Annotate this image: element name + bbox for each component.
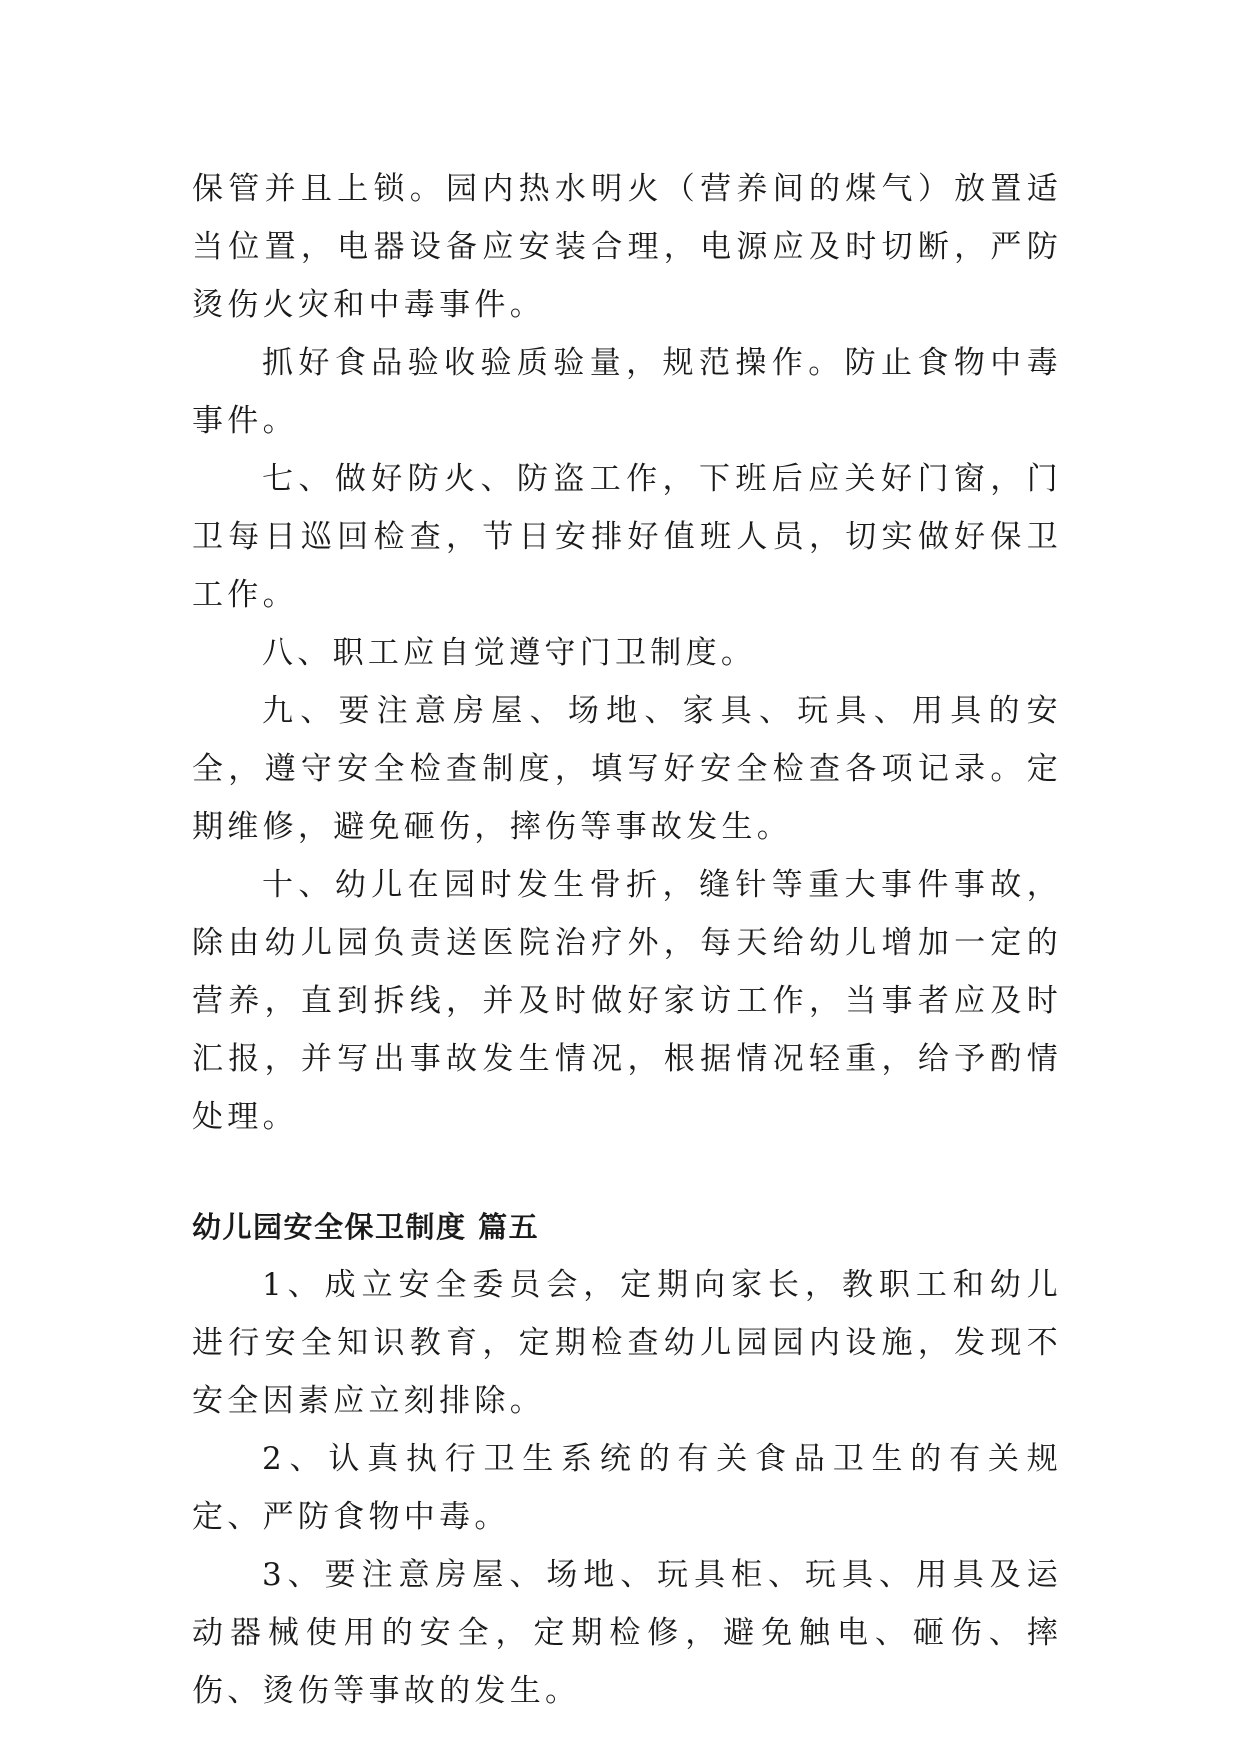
- paragraph-continuation: 保管并且上锁。园内热水明火（营养间的煤气）放置适当位置，电器设备应安装合理，电源应及时切断，严防烫伤火灾和中毒事件。: [192, 171, 1062, 323]
- paragraph-rule-1: 1、成立安全委员会，定期向家长，教职工和幼儿进行安全知识教育，定期检查幼儿园园内设施，发现不安全因素应立刻排除。: [192, 1267, 1062, 1419]
- paragraph-food-inspection: 抓好食品验收验质验量，规范操作。防止食物中毒事件。: [192, 345, 1062, 439]
- section-heading: 幼儿园安全保卫制度 篇五: [192, 1210, 540, 1244]
- paragraph-item-10: 十、幼儿在园时发生骨折，缝针等重大事件事故，除由幼儿园负责送医院治疗外，每天给幼儿增加一定的营养，直到拆线，并及时做好家访工作，当事者应及时汇报，并写出事故发生情况，根据情况轻重，给予酌情处理。: [192, 867, 1062, 1135]
- paragraph-rule-2: 2、认真执行卫生系统的有关食品卫生的有关规定、严防食物中毒。: [192, 1441, 1062, 1535]
- document-body: [192, 160, 1062, 1720]
- paragraph-item-8: 八、职工应自觉遵守门卫制度。: [262, 635, 757, 671]
- paragraph-item-9: 九、要注意房屋、场地、家具、玩具、用具的安全，遵守安全检查制度，填写好安全检查各项记录。定期维修，避免砸伤，摔伤等事故发生。: [192, 693, 1062, 845]
- paragraph-rule-3: 3、要注意房屋、场地、玩具柜、玩具、用具及运动器械使用的安全，定期检修，避免触电、砸伤、摔伤、烫伤等事故的发生。: [192, 1557, 1062, 1709]
- paragraph-item-7: 七、做好防火、防盗工作，下班后应关好门窗，门卫每日巡回检查，节日安排好值班人员，切实做好保卫工作。: [192, 461, 1062, 613]
